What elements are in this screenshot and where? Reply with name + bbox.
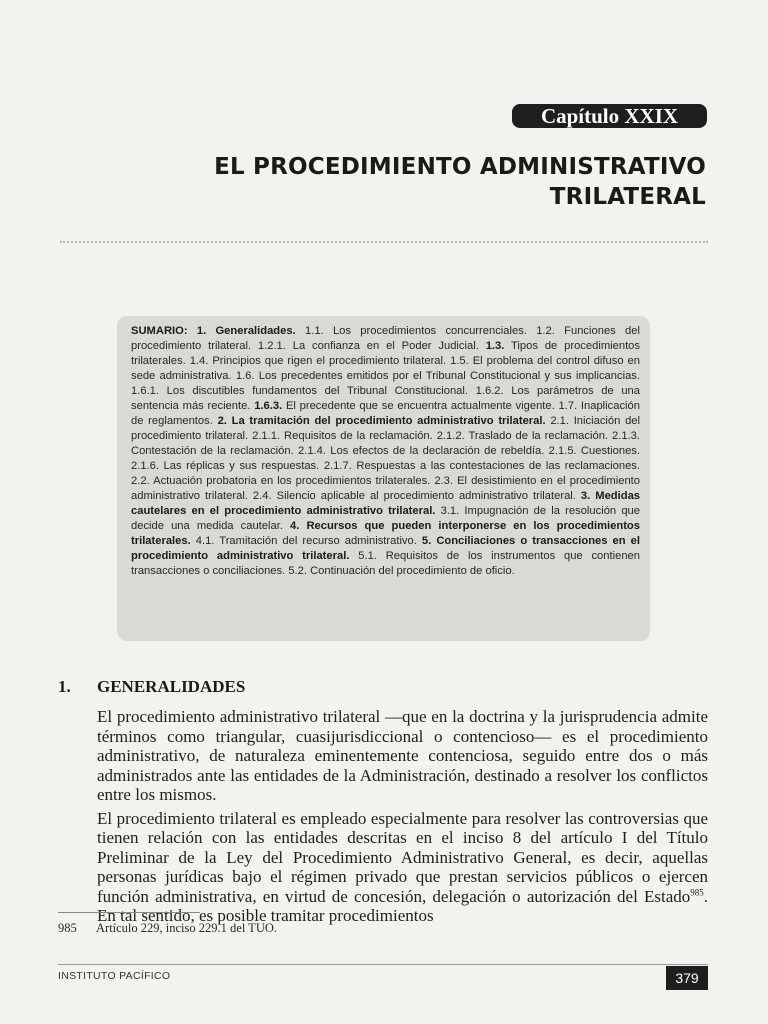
chapter-badge: Capítulo XXIX [512, 104, 707, 128]
chapter-title-line-2: TRILATERAL [549, 184, 706, 210]
footnote [58, 920, 277, 936]
summary-text-run: Tipos de procedimientos trilaterales. 1.4. Principios que rigen el procedimiento trilateral. 1.5. El problema del control difuso en sede administrativa. 1.6. Los precedentes emitidos por el Tribunal Constitucional y sus implicancias. 1.6.1. Los discutibles fundamentos del Tribunal Constitucional. 1.6.2. Los parámetros de una sentencia más reciente. [131, 340, 640, 412]
paragraph-2 [97, 809, 708, 926]
section-heading [58, 677, 245, 697]
summary-content [131, 325, 640, 577]
footnote-reference[interactable]: 985 [690, 886, 704, 897]
section-title: GENERALIDADES [97, 677, 246, 696]
footnote-number: 985 [58, 921, 77, 935]
summary-text-run: 1.1. Los procedimientos concurrenciales. 1.2. Funciones del procedimiento trilateral. 1.2.1. La confianza en el Poder Judicial. [131, 325, 640, 352]
summary-text-run: El precedente que se encuentra actualmente vigente. 1.7. Inaplicación de reglamentos. [131, 400, 640, 427]
summary-text-run [188, 325, 197, 337]
footnote-text: Artículo 229, inciso 229.1 del TUO. [96, 921, 277, 935]
summary-box [117, 316, 650, 641]
summary-text-run: 2.1. Iniciación del procedimiento trilateral. 2.1.1. Requisitos de la reclamación. 2.1.2. Traslado de la reclamación. 2.1.3. Contestación de la reclamación. 2.1.4. Los efectos de la declaración de rebeldía. 2.1.5. Cuestiones. 2.1.6. Las réplicas y sus respuestas. 2.1.7. Respuestas a las contestaciones de las reclamaciones. 2.2. Actuación probatoria en los procedimientos trilaterales. 2.3. El desistimiento en el procedimiento administrativo trilateral. 2.4. Silencio aplicable al procedimiento administrativo trilateral. [131, 415, 640, 502]
summary-label: SUMARIO: [131, 325, 188, 337]
summary-text [131, 324, 640, 579]
dotted-divider [60, 241, 708, 243]
paragraph-2-continuation: . En tal sentido, es posible tramitar procedimientos [97, 886, 708, 925]
summary-heading-run: 4. Recursos que pueden interponerse en los procedimientos trilaterales. [131, 520, 640, 547]
summary-text-run: 3.1. Impugnación de la resolución que decide una medida cautelar. [131, 505, 640, 532]
summary-heading-run: 1.6.3. [254, 400, 283, 412]
summary-heading-run: 2. La tramitación del procedimiento administrativo trilateral. [217, 415, 546, 427]
summary-heading-run: 1. Generalidades. [196, 325, 296, 337]
chapter-title-line-1: EL PROCEDIMIENTO ADMINISTRATIVO [214, 154, 706, 180]
summary-heading-run: 5. Conciliaciones o transacciones en el procedimiento administrativo trilateral. [131, 535, 640, 562]
footnote-divider [58, 912, 200, 913]
paragraph-2-text: El procedimiento trilateral es empleado especialmente para resolver las controversias que tienen relación con las entidades descritas en el inciso 8 del artículo I del Título Preliminar de la Ley del Procedimiento Administrativo General, es decir, aquellas personas jurídicas bajo el régimen privado que prestan servicios públicos o ejercen función administrativa, en virtud de concesión, delegación o autorización del Estado [97, 808, 708, 906]
section-number: 1. [58, 677, 71, 696]
page-number: 379 [666, 966, 708, 990]
summary-heading-run: 1.3. [485, 340, 505, 352]
summary-text-run: 5.1. Requisitos de los instrumentos que contienen transacciones o conciliaciones. 5.2. Continuación del procedimiento de oficio. [131, 550, 640, 577]
chapter-title [106, 152, 706, 212]
paragraph-1: El procedimiento administrativo trilateral —que en la doctrina y la jurisprudencia admite términos como triangular, cuasijurisdiccional o contencioso— es el procedimiento administrativo, de naturaleza eminentemente contenciosa, seguido entre dos o más administrados ante las entidades de la Administración, destinado a resolver los conflictos entre los mismos. [97, 707, 708, 804]
footer-divider [58, 964, 708, 965]
footer-publisher: INSTITUTO PACÍFICO [58, 970, 171, 982]
summary-text-run: 4.1. Tramitación del recurso administrativo. [190, 535, 422, 547]
summary-heading-run: 3. Medidas cautelares en el procedimiento administrativo trilateral. [131, 490, 641, 517]
body-text [97, 707, 708, 930]
